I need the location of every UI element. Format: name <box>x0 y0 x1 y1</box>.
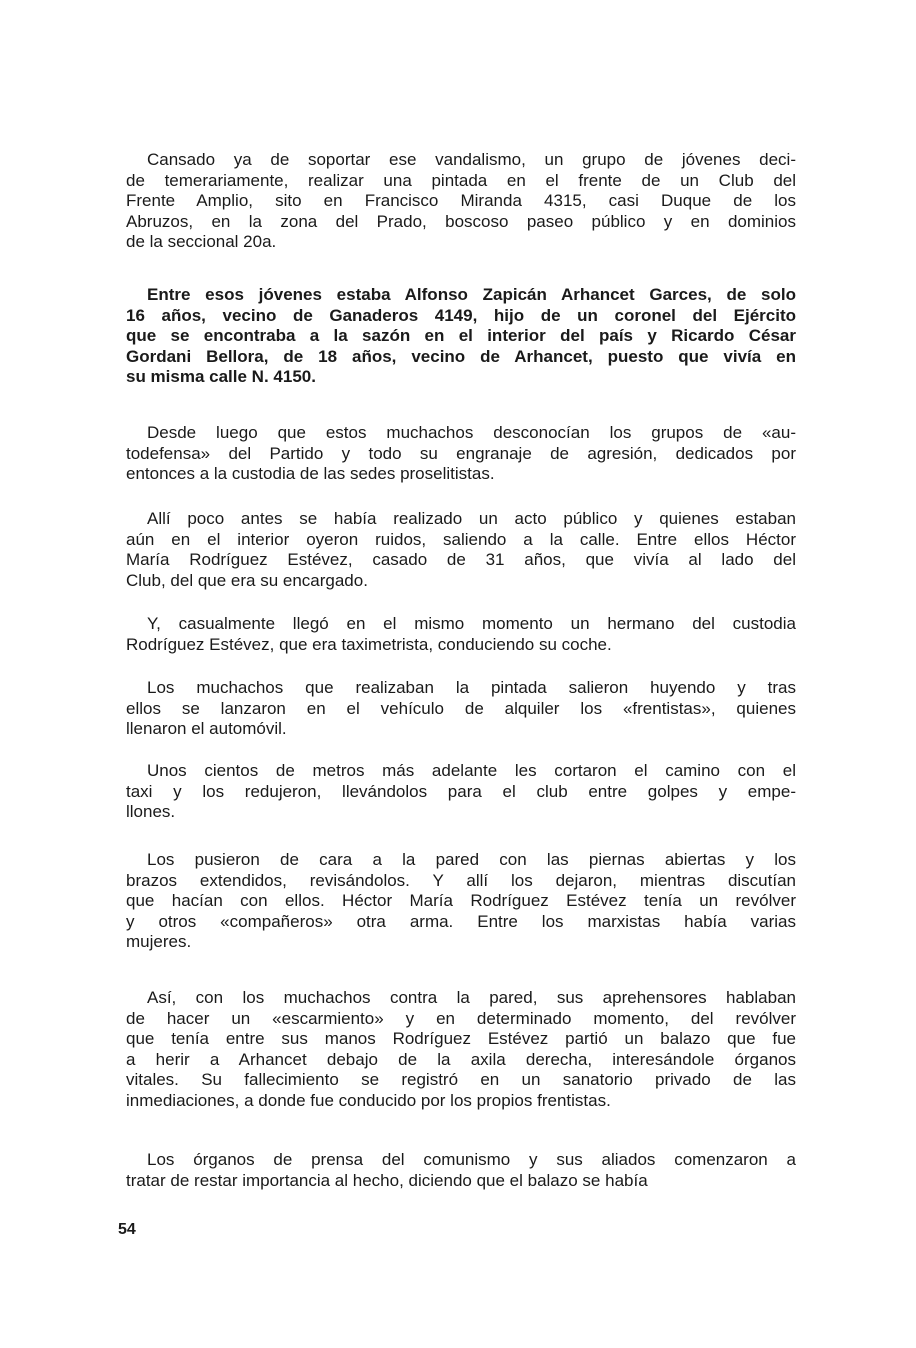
text-line: de hacer un «escarmiento» y en determinado momento, del revólver <box>126 1008 796 1028</box>
text-line: taxi y los redujeron, llevándolos para el club entre golpes y empe- <box>126 781 796 801</box>
text-line: entonces a la custodia de las sedes proselitistas. <box>126 464 495 484</box>
text-line: Allí poco antes se había realizado un acto público y quienes estaban <box>147 509 796 528</box>
text-line: llones. <box>126 802 176 822</box>
text-line: Cansado ya de soportar ese vandalismo, un grupo de jóvenes deci- <box>147 150 796 169</box>
text-line: inmediaciones, a donde fue conducido por los propios frentistas. <box>126 1090 611 1110</box>
paragraph-4 <box>126 509 796 591</box>
paragraph-5 <box>126 614 796 655</box>
text-line: y otros «compañeros» otra arma. Entre los marxistas había varias <box>126 911 796 931</box>
text-line: 16 años, vecino de Ganaderos 4149, hijo de un coronel del Ejército <box>126 305 796 325</box>
page-number: 54 <box>118 1221 136 1238</box>
text-line: llenaron el automóvil. <box>126 719 287 739</box>
text-line: ellos se lanzaron en el vehículo de alquiler los «frentistas», quienes <box>126 698 796 718</box>
text-line: tratar de restar importancia al hecho, diciendo que el balazo se había <box>126 1170 648 1190</box>
text-line: de la seccional 20a. <box>126 232 277 252</box>
paragraph-3 <box>126 423 796 485</box>
text-line: Unos cientos de metros más adelante les cortaron el camino con el <box>147 761 796 780</box>
text-line: María Rodríguez Estévez, casado de 31 años, que vivía al lado del <box>126 550 796 570</box>
paragraph-6 <box>126 678 796 740</box>
paragraph-7 <box>126 761 796 823</box>
text-line: que hacían con ellos. Héctor María Rodríguez Estévez tenía un revólver <box>126 891 796 911</box>
text-line: Frente Amplio, sito en Francisco Miranda 4315, casi Duque de los <box>126 191 796 211</box>
text-line: que se encontraba a la sazón en el interior del país y Ricardo César <box>126 326 796 346</box>
text-line: mujeres. <box>126 932 192 952</box>
paragraph-8 <box>126 850 796 953</box>
text-line: Los órganos de prensa del comunismo y sus aliados comenzaron a <box>147 1150 796 1169</box>
text-line: Los pusieron de cara a la pared con las piernas abiertas y los <box>147 850 796 869</box>
text-line: Abruzos, en la zona del Prado, boscoso paseo público y en dominios <box>126 211 796 231</box>
text-line: Gordani Bellora, de 18 años, vecino de Arhancet, puesto que vivía en <box>126 346 796 366</box>
text-line: Así, con los muchachos contra la pared, sus aprehensores hablaban <box>147 988 796 1007</box>
text-line: Los muchachos que realizaban la pintada salieron huyendo y tras <box>147 678 796 697</box>
text-line: vitales. Su fallecimiento se registró en un sanatorio privado de las <box>126 1070 796 1090</box>
text-line: Rodríguez Estévez, que era taximetrista, conduciendo su coche. <box>126 634 612 654</box>
text-line: Entre esos jóvenes estaba Alfonso Zapicán Arhancet Garces, de solo <box>147 285 796 304</box>
paragraph-9 <box>126 988 796 1112</box>
text-line: su misma calle N. 4150. <box>126 367 316 387</box>
text-line: Y, casualmente llegó en el mismo momento un hermano del custodia <box>147 614 796 633</box>
text-line: Club, del que era su encargado. <box>126 570 368 590</box>
text-line: de temerariamente, realizar una pintada en el frente de un Club del <box>126 170 796 190</box>
text-line: aún en el interior oyeron ruidos, saliendo a la calle. Entre ellos Héctor <box>126 529 796 549</box>
text-line: Desde luego que estos muchachos desconocían los grupos de «au- <box>147 423 796 442</box>
paragraph-2 <box>126 285 796 388</box>
text-line: todefensa» del Partido y todo su engranaje de agresión, dedicados por <box>126 443 796 463</box>
paragraph-10 <box>126 1150 796 1191</box>
text-line: que tenía entre sus manos Rodríguez Estévez partió un balazo que fue <box>126 1029 796 1049</box>
paragraph-1 <box>126 150 796 253</box>
text-line: brazos extendidos, revisándolos. Y allí los dejaron, mientras discutían <box>126 870 796 890</box>
text-line: a herir a Arhancet debajo de la axila derecha, interesándole órganos <box>126 1049 796 1069</box>
